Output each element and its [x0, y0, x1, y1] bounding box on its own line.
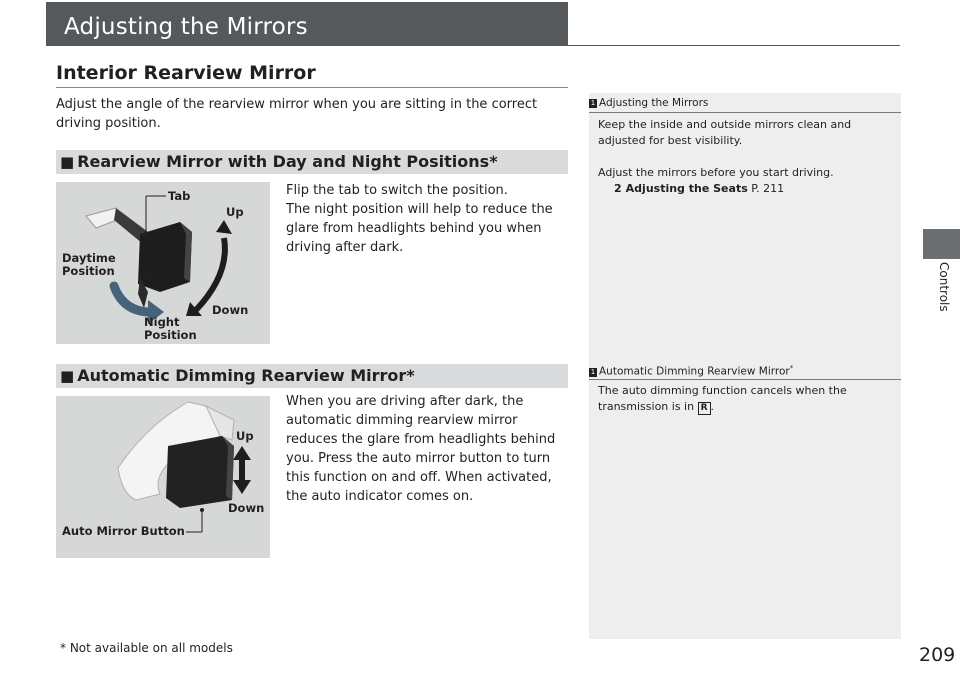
- chapter-title: Adjusting the Mirrors: [64, 14, 308, 40]
- subheading-auto-dim: ■ Automatic Dimming Rearview Mirror*: [60, 366, 415, 385]
- note-icon: 1: [590, 367, 596, 376]
- note-auto-dim-body: The auto dimming function cancels when the transmission is in R .: [598, 384, 847, 413]
- note-divider: [589, 379, 901, 380]
- label-tab: Tab: [168, 189, 191, 203]
- square-bullet-icon: ■: [60, 153, 75, 171]
- section-divider: [56, 87, 568, 88]
- page-number: 209: [919, 644, 956, 666]
- subheading-day-night: ■ Rearview Mirror with Day and Night Positions*: [60, 152, 498, 171]
- label-daytime-position: Daytime Position: [62, 251, 116, 278]
- note-icon: 1: [590, 99, 596, 107]
- label-up: Up: [236, 429, 254, 443]
- header-divider: [46, 45, 900, 46]
- section-intro: Adjust the angle of the rearview mirror when you are sitting in the correct driving position.: [56, 97, 538, 131]
- square-bullet-icon: ■: [60, 367, 75, 385]
- side-tab-marker: [923, 229, 960, 259]
- figure-auto-dim-mirror: [56, 396, 270, 558]
- note-divider: [589, 112, 901, 113]
- reference-link-adjusting-seats[interactable]: Adjusting the Seats: [625, 182, 748, 195]
- reference-arrow-icon: 2: [614, 182, 622, 195]
- note-adjusting-mirrors-body: Keep the inside and outside mirrors clean and adjusted for best visibility. Adjust the mirrors before you start driving. 2 Adjusting the Seats P. 211: [598, 117, 894, 197]
- section-title: Interior Rearview Mirror: [56, 62, 316, 84]
- label-night-position: Night Position: [144, 315, 197, 342]
- cross-reference: 2 Adjusting the Seats P. 211: [614, 182, 785, 195]
- label-down: Down: [212, 303, 249, 317]
- auto-dim-description: When you are driving after dark, the automatic dimming rearview mirror reduces the glare from headlights behind you. Press the auto mirror button to turn this function on and off. When activated, the auto indicator comes on.: [286, 394, 556, 504]
- side-tab-label: Controls: [937, 262, 951, 312]
- gear-r-key-icon: R: [698, 402, 711, 415]
- footnote: * Not available on all models: [60, 641, 233, 655]
- day-night-description: Flip the tab to switch the position. The night position will help to reduce the glare from headlights behind you when driving after dark.: [286, 183, 553, 255]
- figure-day-night-mirror: [56, 182, 270, 344]
- note-auto-dim-heading: 1 Automatic Dimming Rearview Mirror*: [590, 364, 794, 378]
- label-auto-mirror-button: Auto Mirror Button: [62, 524, 185, 538]
- note-adjusting-mirrors-heading: 1 Adjusting the Mirrors: [590, 97, 709, 109]
- label-down: Down: [228, 501, 265, 515]
- label-up: Up: [226, 205, 244, 219]
